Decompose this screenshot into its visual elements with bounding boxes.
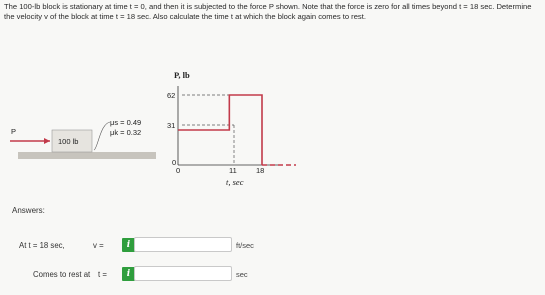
mu-k-label: μk = 0.32 bbox=[110, 128, 142, 137]
force-graph bbox=[178, 86, 296, 165]
time-input[interactable] bbox=[134, 266, 232, 281]
answers-title: Answers: bbox=[12, 206, 45, 215]
x-tick-0: 0 bbox=[176, 166, 181, 175]
time-unit: sec bbox=[236, 270, 248, 279]
problem-statement: The 100-lb block is stationary at time t = 0, and then it is subjected to the force P shown. Note that the force is zero for all times beyond t = 18 sec. Determine the velocity v of the block at time t = 18 sec. Also calculate the time t at which the block again comes to rest. bbox=[4, 2, 532, 21]
force-series-line bbox=[178, 95, 262, 165]
x-tick-11: 11 bbox=[229, 166, 237, 175]
info-button-time[interactable]: i bbox=[122, 267, 135, 281]
ground-surface bbox=[18, 152, 156, 159]
velocity-unit: ft/sec bbox=[236, 241, 254, 250]
y-tick-0: 0 bbox=[172, 158, 177, 167]
y-tick-62: 62 bbox=[167, 91, 176, 100]
block-label: 100 lb bbox=[58, 137, 79, 146]
x-tick-18: 18 bbox=[256, 166, 265, 175]
row1-label: At t = 18 sec, bbox=[19, 241, 65, 250]
force-label: P bbox=[11, 127, 17, 136]
velocity-input[interactable] bbox=[134, 237, 232, 252]
y-tick-31: 31 bbox=[167, 121, 176, 130]
info-button-velocity[interactable]: i bbox=[122, 238, 135, 252]
graph-x-axis-label: t, sec bbox=[226, 177, 244, 187]
friction-bracket bbox=[94, 122, 110, 150]
force-arrowhead bbox=[44, 138, 50, 144]
row1-var: v = bbox=[93, 241, 104, 250]
row2-label: Comes to rest at bbox=[33, 270, 91, 279]
row2-var: t = bbox=[98, 270, 107, 279]
graph-y-axis-label: P, lb bbox=[174, 70, 190, 80]
mu-s-label: μs = 0.49 bbox=[110, 118, 142, 127]
